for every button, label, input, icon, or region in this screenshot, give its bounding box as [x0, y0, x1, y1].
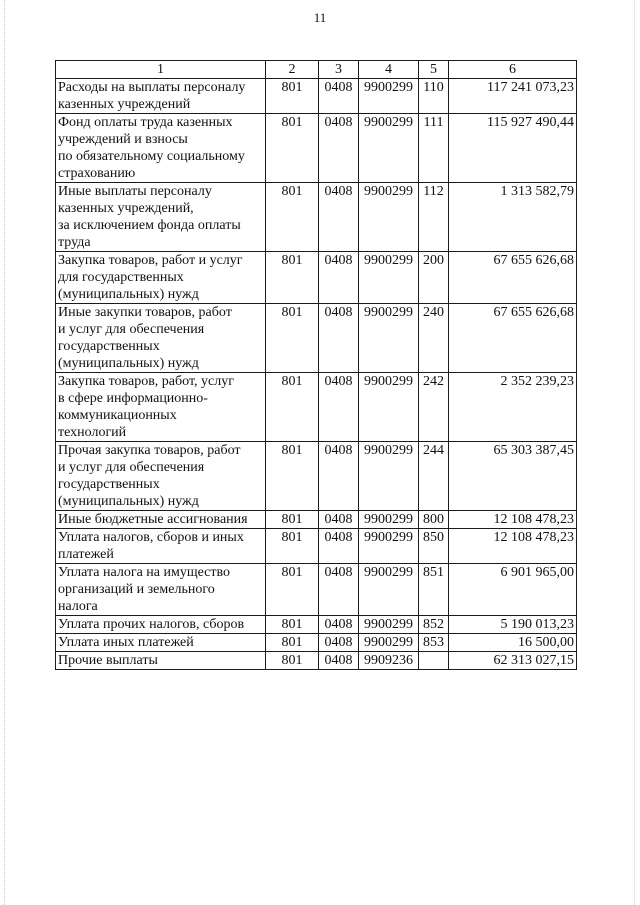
row-name-line: для государственных — [58, 270, 184, 285]
row-expense-type-code: 111 — [419, 114, 449, 183]
row-amount: 12 108 478,23 — [449, 511, 577, 529]
header-col-4: 4 — [359, 61, 419, 79]
budget-table-container — [55, 60, 577, 670]
row-expense-type-code: 853 — [419, 634, 449, 652]
row-target-article-code: 9900299 — [359, 634, 419, 652]
row-section-code: 0408 — [319, 114, 359, 183]
row-chapter-code: 801 — [266, 442, 319, 511]
row-name-line: Иные выплаты персоналу — [58, 184, 212, 199]
row-amount: 2 352 239,23 — [449, 373, 577, 442]
row-section-code: 0408 — [319, 373, 359, 442]
table-row — [56, 511, 577, 529]
table-header-row — [56, 61, 577, 79]
row-chapter-code: 801 — [266, 304, 319, 373]
row-amount: 12 108 478,23 — [449, 529, 577, 564]
budget-table — [55, 60, 577, 670]
table-row — [56, 529, 577, 564]
row-name-line: Уплата иных платежей — [58, 635, 194, 650]
row-expense-type-code: 244 — [419, 442, 449, 511]
header-col-2: 2 — [266, 61, 319, 79]
row-target-article-code: 9900299 — [359, 373, 419, 442]
row-section-code: 0408 — [319, 304, 359, 373]
row-name-line: Уплата прочих налогов, сборов — [58, 617, 245, 632]
row-name-line: и услуг для обеспечения — [58, 322, 205, 337]
row-expense-type-code: 852 — [419, 616, 449, 634]
row-target-article-code: 9900299 — [359, 529, 419, 564]
row-name-cell — [56, 652, 266, 670]
row-expense-type-code: 240 — [419, 304, 449, 373]
row-chapter-code: 801 — [266, 511, 319, 529]
row-section-code: 0408 — [319, 511, 359, 529]
table-row — [56, 652, 577, 670]
row-amount: 1 313 582,79 — [449, 183, 577, 252]
row-chapter-code: 801 — [266, 114, 319, 183]
row-expense-type-code: 242 — [419, 373, 449, 442]
row-target-article-code: 9900299 — [359, 564, 419, 616]
header-col-3: 3 — [319, 61, 359, 79]
header-col-5: 5 — [419, 61, 449, 79]
row-name-line: (муниципальных) нужд — [58, 287, 199, 302]
table-row — [56, 442, 577, 511]
header-col-1: 1 — [56, 61, 266, 79]
row-name-cell — [56, 114, 266, 183]
row-section-code: 0408 — [319, 183, 359, 252]
row-name-line: в сфере информационно- — [58, 391, 208, 406]
row-name-cell — [56, 634, 266, 652]
row-expense-type-code — [419, 652, 449, 670]
row-chapter-code: 801 — [266, 79, 319, 114]
row-name-line: государственных — [58, 477, 160, 492]
row-chapter-code: 801 — [266, 373, 319, 442]
row-name-line: платежей — [58, 547, 114, 562]
row-name-line: Иные бюджетные ассигнования — [58, 512, 248, 527]
row-target-article-code: 9900299 — [359, 79, 419, 114]
row-name-line: казенных учреждений — [58, 97, 191, 112]
row-amount: 67 655 626,68 — [449, 252, 577, 304]
row-name-line: учреждений и взносы — [58, 132, 188, 147]
row-section-code: 0408 — [319, 252, 359, 304]
row-target-article-code: 9900299 — [359, 616, 419, 634]
row-section-code: 0408 — [319, 616, 359, 634]
row-amount: 6 901 965,00 — [449, 564, 577, 616]
row-name-line: (муниципальных) нужд — [58, 356, 199, 371]
table-row — [56, 252, 577, 304]
row-amount: 62 313 027,15 — [449, 652, 577, 670]
row-chapter-code: 801 — [266, 529, 319, 564]
row-amount: 67 655 626,68 — [449, 304, 577, 373]
row-expense-type-code: 850 — [419, 529, 449, 564]
row-name-line: по обязательному социальному — [58, 149, 245, 164]
row-name-line: Закупка товаров, работ, услуг — [58, 374, 234, 389]
row-chapter-code: 801 — [266, 652, 319, 670]
row-name-cell — [56, 511, 266, 529]
row-name-line: за исключением фонда оплаты — [58, 218, 241, 233]
row-target-article-code: 9900299 — [359, 183, 419, 252]
row-name-line: налога — [58, 599, 98, 614]
table-row — [56, 634, 577, 652]
table-row — [56, 114, 577, 183]
table-row — [56, 373, 577, 442]
row-chapter-code: 801 — [266, 183, 319, 252]
row-section-code: 0408 — [319, 564, 359, 616]
row-target-article-code: 9900299 — [359, 442, 419, 511]
row-name-line: организаций и земельного — [58, 582, 215, 597]
row-target-article-code: 9900299 — [359, 114, 419, 183]
row-chapter-code: 801 — [266, 564, 319, 616]
row-name-line: технологий — [58, 425, 127, 440]
row-target-article-code: 9900299 — [359, 252, 419, 304]
row-name-line: труда — [58, 235, 91, 250]
row-section-code: 0408 — [319, 79, 359, 114]
row-expense-type-code: 200 — [419, 252, 449, 304]
row-name-cell — [56, 79, 266, 114]
row-name-cell — [56, 252, 266, 304]
page-number: 11 — [313, 10, 327, 25]
table-row — [56, 304, 577, 373]
row-name-line: Уплата налогов, сборов и иных — [58, 530, 244, 545]
row-amount: 115 927 490,44 — [449, 114, 577, 183]
row-chapter-code: 801 — [266, 616, 319, 634]
table-body — [56, 79, 577, 670]
row-expense-type-code: 110 — [419, 79, 449, 114]
row-expense-type-code: 851 — [419, 564, 449, 616]
row-name-line: государственных — [58, 339, 160, 354]
row-section-code: 0408 — [319, 442, 359, 511]
row-target-article-code: 9909236 — [359, 652, 419, 670]
row-name-line: Закупка товаров, работ и услуг — [58, 253, 243, 268]
row-name-line: Прочая закупка товаров, работ — [58, 443, 241, 458]
row-name-line: Иные закупки товаров, работ — [58, 305, 232, 320]
row-section-code: 0408 — [319, 634, 359, 652]
row-amount: 117 241 073,23 — [449, 79, 577, 114]
row-name-line: Уплата налога на имущество — [58, 565, 231, 580]
header-col-6: 6 — [449, 61, 577, 79]
table-row — [56, 183, 577, 252]
row-name-line: казенных учреждений, — [58, 201, 194, 216]
table-row — [56, 564, 577, 616]
row-name-cell — [56, 442, 266, 511]
scan-edge-left — [4, 0, 6, 905]
row-name-line: страхованию — [58, 166, 136, 181]
row-name-line: коммуникационных — [58, 408, 177, 423]
row-target-article-code: 9900299 — [359, 304, 419, 373]
row-chapter-code: 801 — [266, 634, 319, 652]
row-name-cell — [56, 616, 266, 634]
table-row — [56, 616, 577, 634]
table-row — [56, 79, 577, 114]
row-name-line: Расходы на выплаты персоналу — [58, 80, 246, 95]
scan-edge-right — [634, 0, 636, 905]
row-name-cell — [56, 183, 266, 252]
row-target-article-code: 9900299 — [359, 511, 419, 529]
row-amount: 16 500,00 — [449, 634, 577, 652]
row-name-cell — [56, 564, 266, 616]
row-name-line: Фонд оплаты труда казенных — [58, 115, 233, 130]
row-section-code: 0408 — [319, 529, 359, 564]
row-name-cell — [56, 529, 266, 564]
row-name-line: и услуг для обеспечения — [58, 460, 205, 475]
row-expense-type-code: 112 — [419, 183, 449, 252]
row-name-line: Прочие выплаты — [58, 653, 158, 668]
row-section-code: 0408 — [319, 652, 359, 670]
row-expense-type-code: 800 — [419, 511, 449, 529]
row-amount: 65 303 387,45 — [449, 442, 577, 511]
row-name-line: (муниципальных) нужд — [58, 494, 199, 509]
row-name-cell — [56, 373, 266, 442]
row-amount: 5 190 013,23 — [449, 616, 577, 634]
row-name-cell — [56, 304, 266, 373]
row-chapter-code: 801 — [266, 252, 319, 304]
